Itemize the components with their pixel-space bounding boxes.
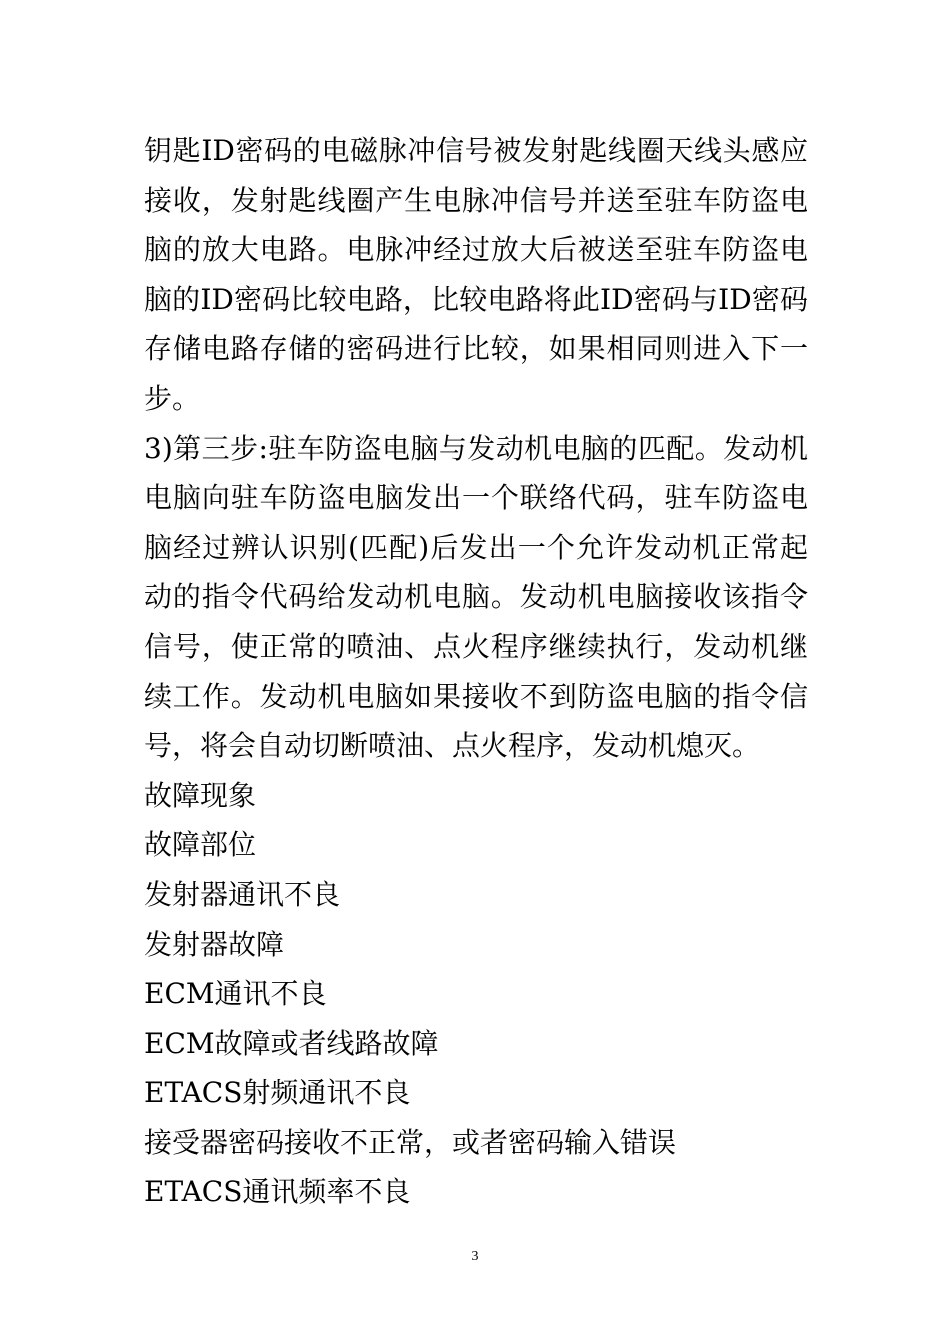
fault-item: 接受器密码接收不正常，或者密码输入错误 [144,1125,677,1159]
paragraph-step-three-matching: 3)第三步:驻车防盗电脑与发动机电脑的匹配。发动机电脑向驻车防盗电脑发出一个联络代码，驻车防盗电脑经过辨认识别(匹配)后发出一个允许发动机正常起动的指令代码给发动机电脑。发动机电脑接收该指令信号，使正常的喷油、点火程序继续执行，发动机继续工作。发动机电脑如果接收不到防盗电脑的指令信号，将会自动切断喷油、点火程序，发动机熄灭。 [144,431,808,763]
fault-item: ECM故障或者线路故障 [144,1026,439,1060]
fault-item: 发射器故障 [144,927,285,961]
heading-fault-symptom: 故障现象 [144,778,257,812]
fault-item: 发射器通讯不良 [144,877,341,911]
fault-item: ETACS通讯频率不良 [144,1175,411,1209]
fault-item: ECM通讯不良 [144,977,327,1011]
paragraph-id-code-comparison: 钥匙ID密码的电磁脉冲信号被发射匙线圈天线头感应接收，发射匙线圈产生电脉冲信号并送至驻车防盗电脑的放大电路。电脉冲经过放大后被送至驻车防盗电脑的ID密码比较电路，比较电路将此ID密码与ID密码存储电路存储的密码进行比较，如果相同则进入下一步。 [144,134,808,415]
page-number: 3 [471,1249,479,1264]
fault-item: ETACS射频通讯不良 [144,1076,411,1110]
document-body [144,126,808,1217]
heading-fault-location: 故障部位 [144,828,257,862]
